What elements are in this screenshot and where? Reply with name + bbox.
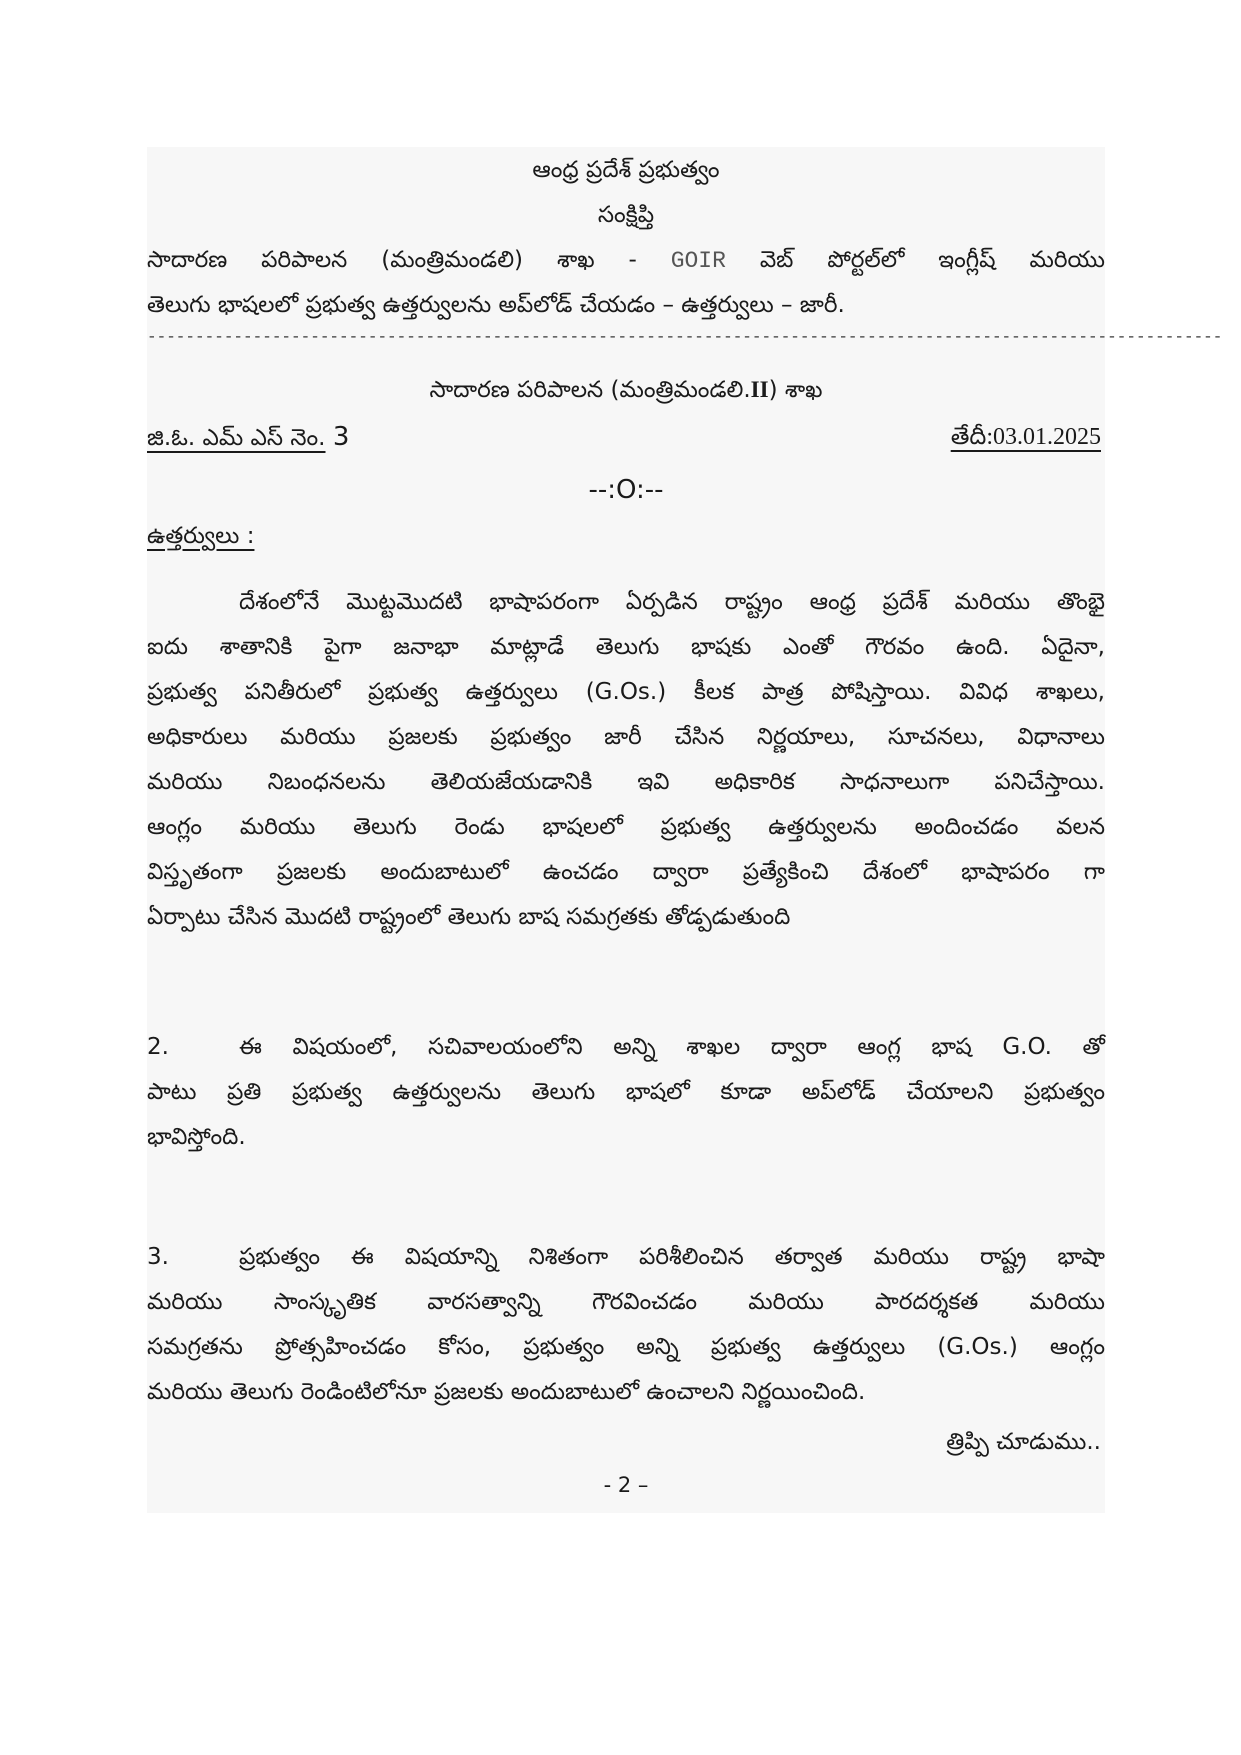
orders-heading-text: ఉత్తర్వులు : (147, 523, 255, 549)
para2-line: పాటు ప్రతి ప్రభుత్వ ఉత్తర్వులను తెలుగు భాషలో కూడా అప్‌లోడ్ చేయాలని ప్రభుత్వం (147, 1079, 1105, 1105)
para3-line: మరియు తెలుగు రెండింటిలోనూ ప్రజలకు అందుబాటులో ఉంచాలని నిర్ణయించింది. (147, 1379, 866, 1405)
para2-line: ఈ విషయంలో, సచివాలయంలోని అన్ని శాఖల ద్వారా ఆంగ్ల భాష G.O. తో (239, 1034, 1105, 1060)
subject-text-b: వెబ్ పోర్టల్‌లో ఇంగ్లీష్ మరియు (759, 247, 1105, 273)
go-row (147, 417, 1105, 457)
para1-line: ఐదు శాతానికి పైగా జనాభా మాట్లాడే తెలుగు భాషకు ఎంతో గౌరవం ఉంది. ఏదైనా, (147, 634, 1105, 660)
para1-line: విస్తృతంగా ప్రజలకు అందుబాటులో ఉంచడం ద్వారా ప్రత్యేకించి దేశంలో భాషాపరం గా (147, 859, 1105, 885)
page-number: - 2 – (603, 1473, 649, 1497)
para1-line: ప్రభుత్వ పనితీరులో ప్రభుత్వ ఉత్తర్వులు (G.Os.) కీలక పాత్ర పోషిస్తాయి. వివిధ శాఖలు, (147, 679, 1105, 705)
document-page (147, 147, 1223, 1513)
go-number: 3 (332, 422, 350, 452)
subject-line-2: తెలుగు భాషలలో ప్రభుత్వ ఉత్తర్వులను అప్‌లోడ్ చేయడం – ఉత్తర్వులు – జారీ. (147, 292, 845, 318)
para1-line: ఆంగ్లం మరియు తెలుగు రెండు భాషలలో ప్రభుత్వ ఉత్తర్వులను అందించడం వలన (147, 814, 1105, 840)
para3-line: మరియు సాంస్కృతిక వారసత్వాన్ని గౌరవించడం మరియు పారదర్శకత మరియు (147, 1289, 1105, 1315)
orders-heading (147, 516, 1105, 556)
para3-line: ప్రభుత్వం ఈ విషయాన్ని నిశితంగా పరిశీలించిన తర్వాత మరియు రాష్ట్ర భాషా (239, 1244, 1105, 1270)
abstract-label: సంక్షిప్తి (597, 202, 655, 228)
department-name (147, 370, 1105, 410)
goir-label: GOIR (670, 248, 726, 274)
para2-line: భావిస్తోంది. (147, 1124, 246, 1150)
department-text-a: సాదారణ పరిపాలన (మంత్రిమండలి. (429, 377, 751, 403)
para1-line: అధికారులు మరియు ప్రజలకు ప్రభుత్వం జారీ చేసిన నిర్ణయాలు, సూచనలు, విధానాలు (147, 724, 1105, 750)
para1-line: మరియు నిబంధనలను తెలియజేయడానికి ఇవి అధికారిక సాధనాలుగా పనిచేస్తాయి. (147, 769, 1105, 795)
para1-line: దేశంలోనే మొట్టమొదటి భాషాపరంగా ఏర్పడిన రాష్ట్రం ఆంధ్ర ప్రదేశ్ మరియు తొంభై (239, 589, 1105, 615)
department-roman: II (750, 377, 769, 402)
go-date (951, 417, 1101, 457)
date-label: తేదీ: (950, 424, 993, 450)
para3-number: 3. (147, 1244, 169, 1270)
subject-text-a: సాదారణ పరిపాలన (మంత్రిమండలి) శాఖ - (147, 247, 637, 273)
ornament-divider: --:O:-- (588, 475, 664, 505)
government-title: ఆంధ్ర ప్రదేశ్ ప్రభుత్వం (532, 157, 720, 183)
para3-line: సమగ్రతను ప్రోత్సహించడం కోసం, ప్రభుత్వం అన్ని ప్రభుత్వ ఉత్తర్వులు (G.Os.) ఆంగ్లం (147, 1334, 1105, 1360)
pto-note: త్రిప్పి చూడుము.. (946, 1429, 1101, 1455)
para1-line: ఏర్పాటు చేసిన మొదటి రాష్ట్రంలో తెలుగు బాష సమగ్రతకు తోడ్పడుతుంది (147, 904, 791, 930)
date-value: 03.01.2025 (993, 424, 1101, 450)
go-label: జి.ఓ. ఎమ్ ఎస్ నెం. (147, 425, 326, 451)
separator-line: ---------------------------------------------------------------------------------------------------------------- (147, 328, 1223, 346)
department-text-b: ) శాఖ (768, 377, 823, 403)
para2-number: 2. (147, 1034, 169, 1060)
subject-line-1 (147, 240, 1105, 280)
